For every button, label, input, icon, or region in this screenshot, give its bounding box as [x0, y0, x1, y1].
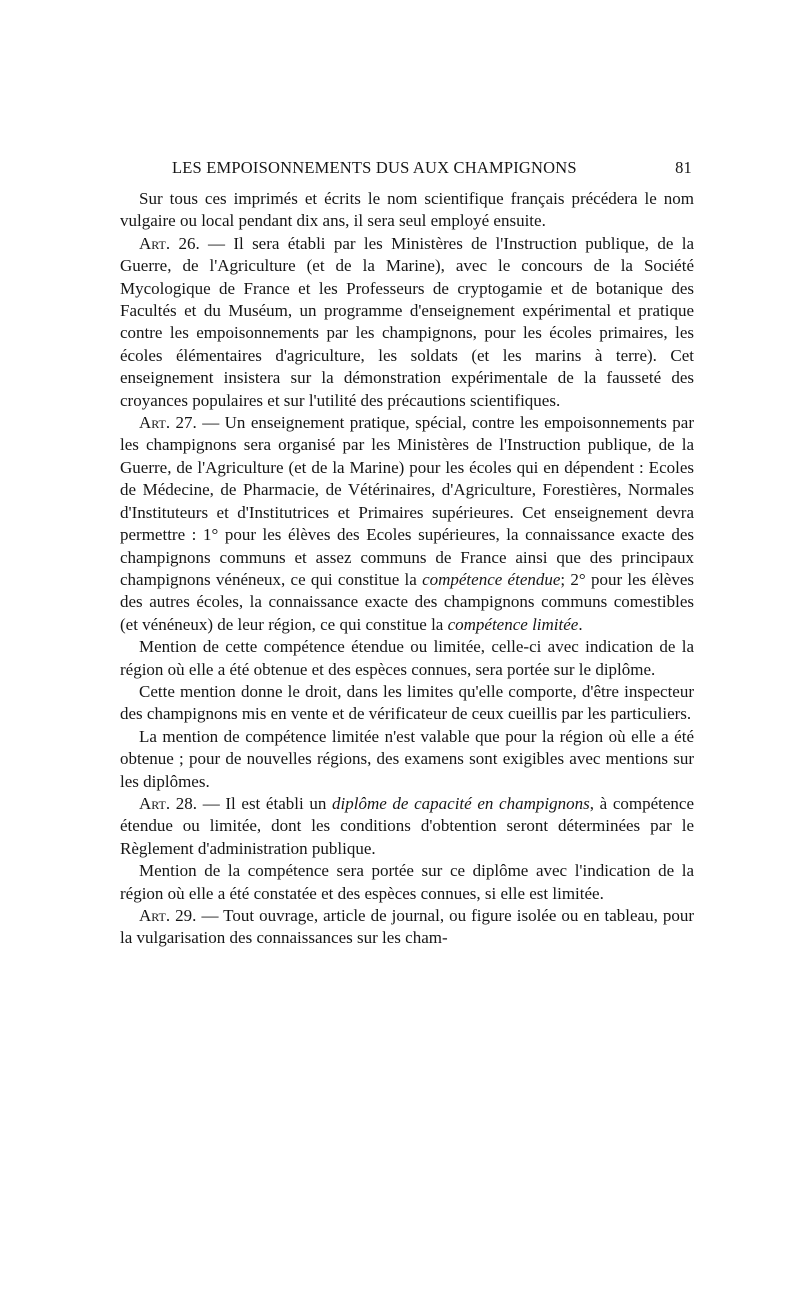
running-header: [120, 158, 694, 188]
article-text: ; 2° pour les élèves des autres écoles, la connaissance exacte des champignons communs comestibles (et vénéneux) de leur région, ce qui constitue la: [120, 569, 695, 634]
paragraph-diplome: [120, 860, 694, 905]
article-text: — Un enseignement pratique, spécial, contre les empoisonnements par les champignons sera organisé par les Ministères de l'Instruction publique, de la Guerre, de l'Agriculture (et de la Marine) pour les écoles qui en dépendent : Ecoles de Médecine, de Pharmacie, de Vétérinaires, d'Agriculture, Forestières, Normales d'Instituteurs et d'Institutrices et Primaires supérieures. Cet enseignement devra permettre : 1° pour les élèves des Ecoles supérieures, la connaissance exacte des champignons communs et assez communs de France ainsi que des principaux champignons vénéneux, ce qui constitue la: [120, 413, 695, 589]
emphasis-text: compétence étendue: [422, 569, 561, 589]
paragraph-droit: [120, 681, 694, 726]
article-26: [120, 233, 694, 412]
article-text: — Il sera établi par les Ministères de l'Instruction publique, de la Guerre, de l'Agriculture (et de la Marine), avec le concours de la Société Mycologique de France et les Professeurs de cryptogamie et de botanique des Facultés et du Muséum, un programme d'enseignement expérimental et pratique contre les empoisonnements par les champignons, pour les écoles primaires, les écoles élémentaires d'agriculture, les soldats (et les marins à terre). Cet enseignement insistera sur la démonstration expérimentale de la fausseté des croyances populaires et sur l'utilité des précautions scientifiques.: [120, 233, 694, 410]
document-page: [120, 158, 694, 950]
paragraph-text: La mention de compétence limitée n'est valable que pour la région où elle a été obtenue ; pour de nouvelles régions, des examens sont exigibles avec mentions sur les diplômes.: [120, 726, 694, 791]
article-text: , à compétence étendue ou limitée, dont les conditions d'obtention seront déterminées par le Règlement d'administration publique.: [120, 793, 694, 858]
article-text: .: [578, 614, 583, 634]
paragraph-mention: [120, 636, 694, 681]
article-28: [120, 793, 694, 860]
paragraph-text: Mention de cette compétence étendue ou limitée, celle-ci avec indication de la région où elle a été obtenue et des espèces connues, sera portée sur le diplôme.: [120, 637, 694, 679]
paragraph-1: [120, 188, 694, 233]
paragraph-text: Mention de la compétence sera portée sur ce diplôme avec l'indication de la région où elle a été constatée et des espèces connues, si elle est limitée.: [120, 861, 694, 903]
emphasis-text: diplôme de capacité en champignons: [332, 793, 590, 813]
page-number: 81: [675, 158, 692, 177]
article-text: — Tout ouvrage, article de journal, ou figure isolée ou en tableau, pour la vulgarisation des connaissances sur les cham-: [120, 906, 694, 948]
article-label: Art. 28.: [139, 793, 198, 813]
article-label: Art. 29.: [139, 906, 197, 925]
body-text: [120, 188, 694, 950]
running-title: LES EMPOISONNEMENTS DUS AUX CHAMPIGNONS: [172, 158, 577, 177]
article-label: Art. 26.: [139, 233, 200, 253]
article-text: — Il est établi un: [197, 793, 332, 813]
paragraph-text: Sur tous ces imprimés et écrits le nom scientifique français précédera le nom vulgaire ou local pendant dix ans, il sera seul employé ensuite.: [120, 189, 694, 231]
article-label: Art. 27.: [139, 413, 197, 433]
paragraph-text: Cette mention donne le droit, dans les limites qu'elle comporte, d'être inspecteur des champignons mis en vente et de vérificateur de ceux cueillis par les particuliers.: [120, 681, 694, 724]
emphasis-text: compétence limitée: [447, 614, 579, 634]
paragraph-limitee: [120, 726, 694, 793]
article-29: [120, 905, 694, 950]
article-27: [120, 412, 694, 636]
